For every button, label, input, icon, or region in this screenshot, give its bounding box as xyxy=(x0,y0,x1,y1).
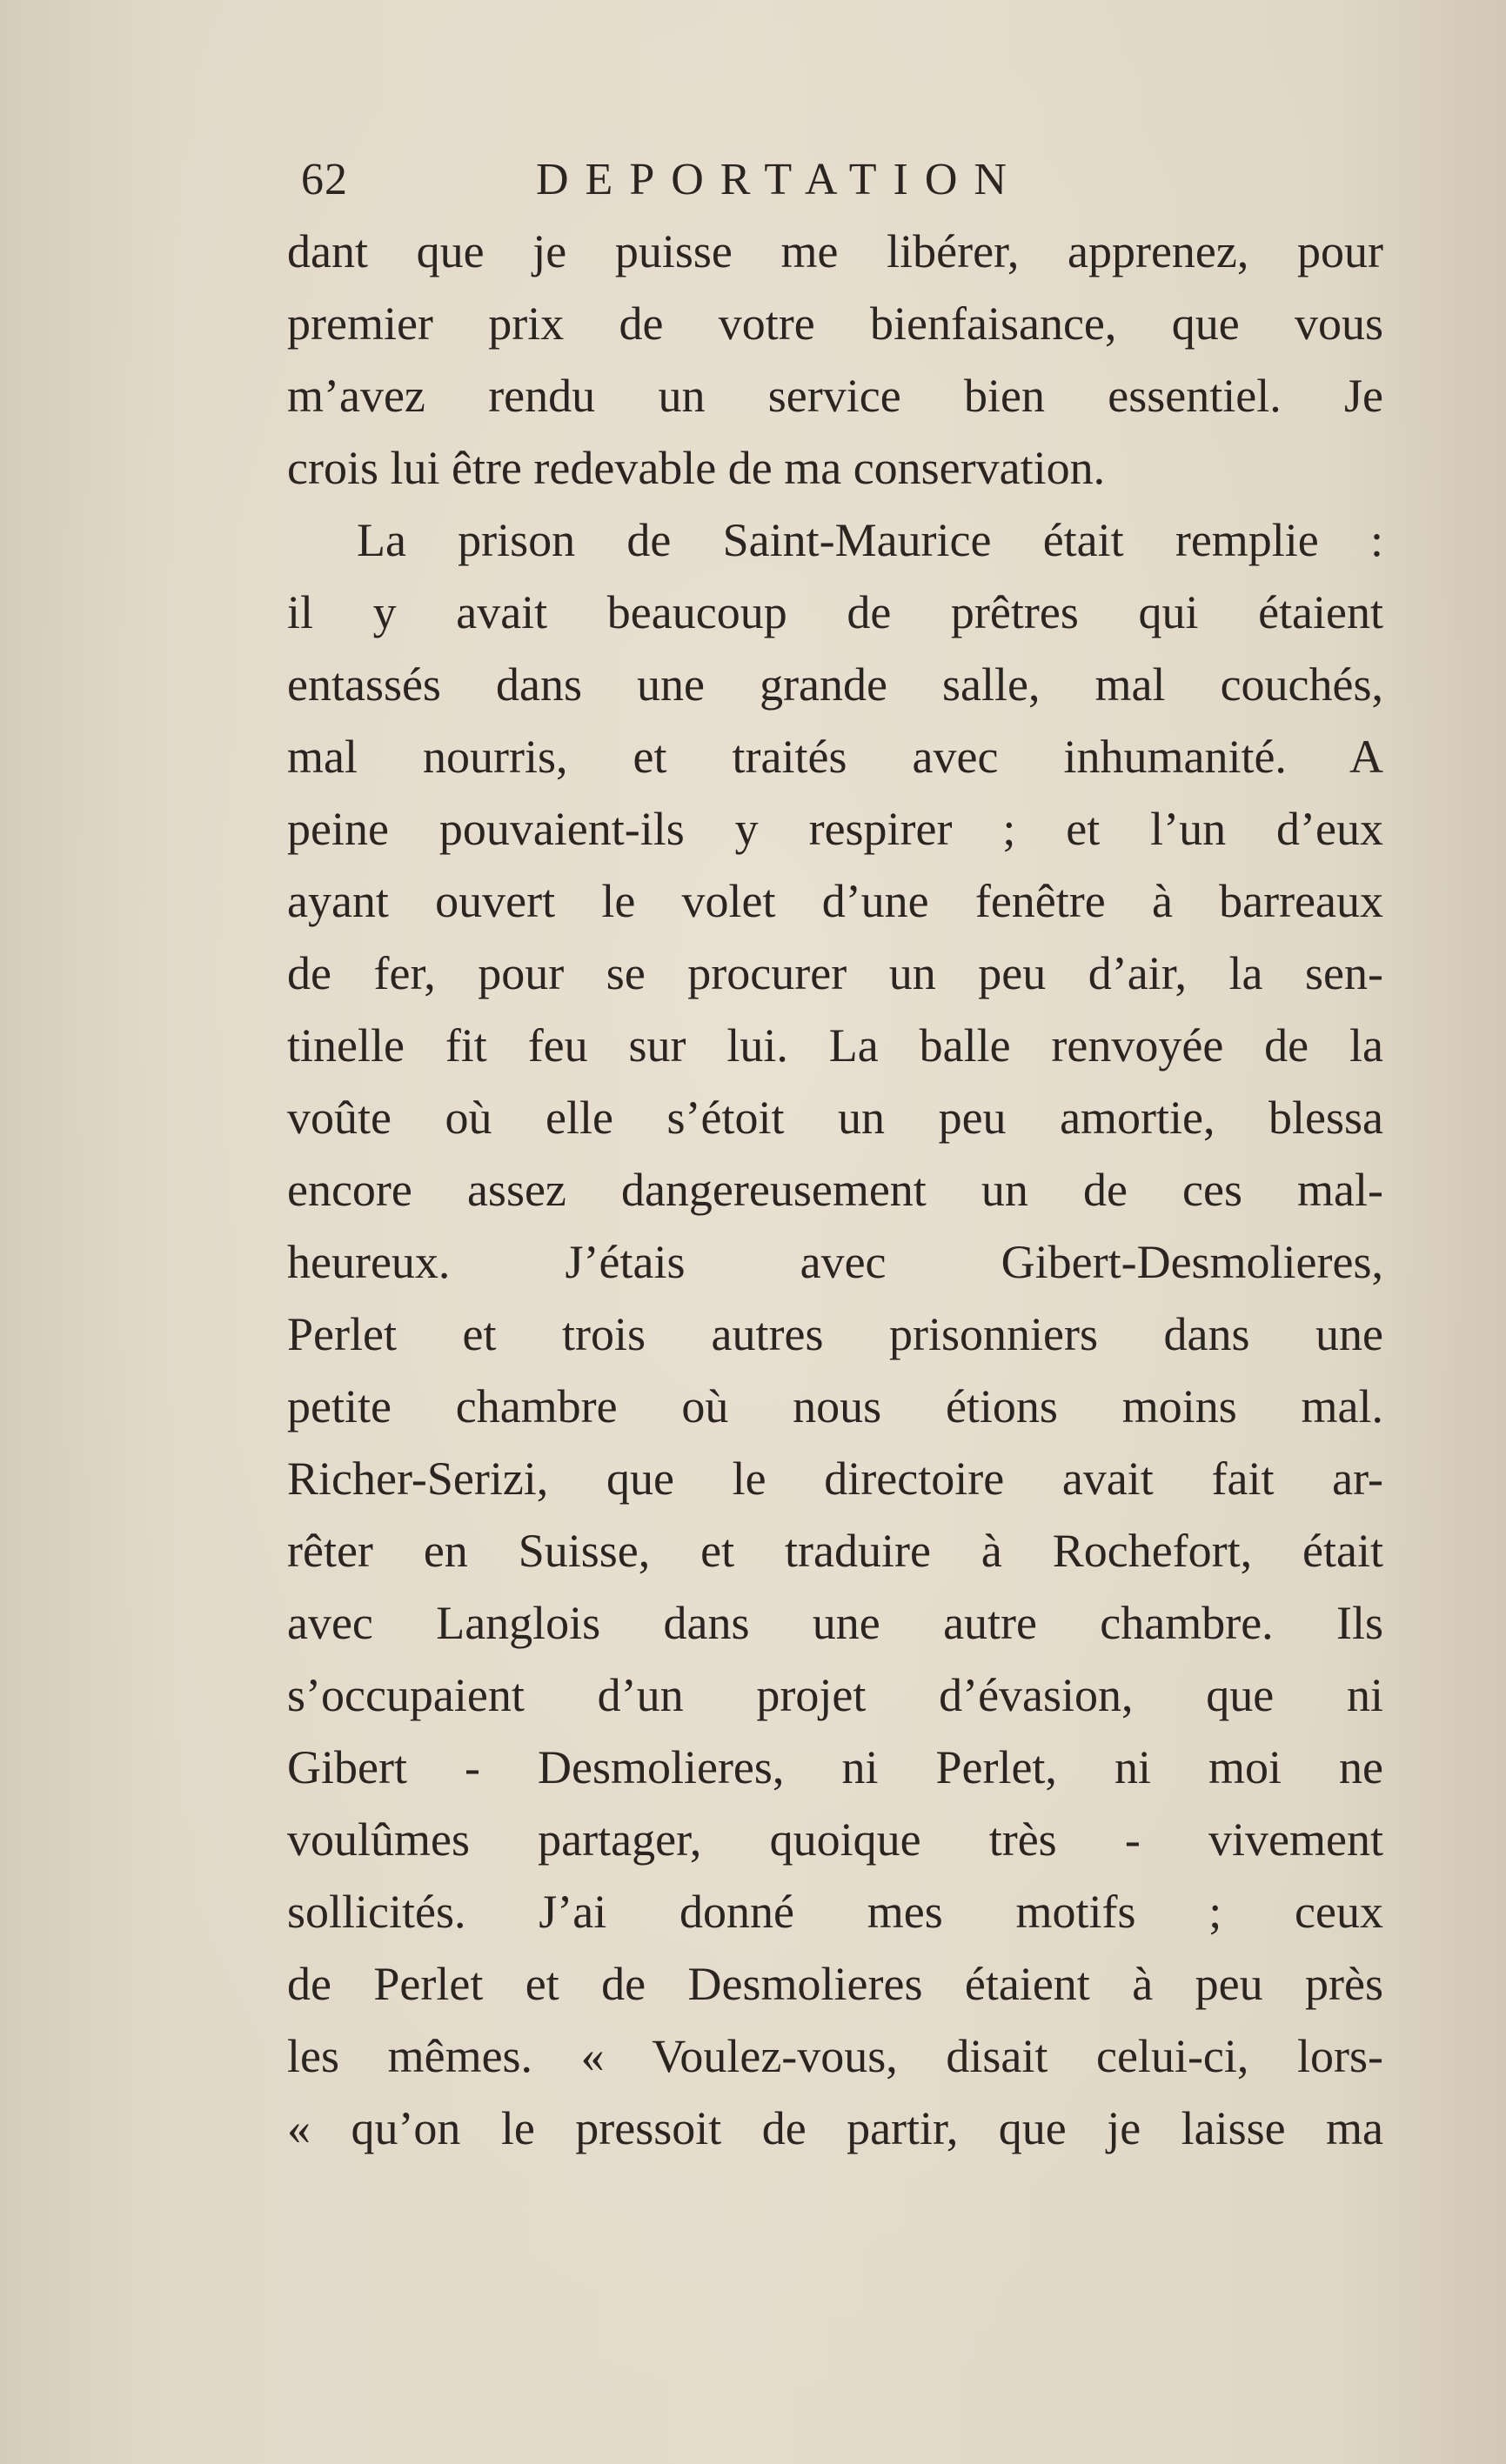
text-line: petite chambre où nous étions moins mal. xyxy=(287,1380,1383,1432)
text-line: Gibert - Desmolieres, ni Perlet, ni moi ne xyxy=(287,1741,1383,1793)
text-line: ayant ouvert le volet d’une fenêtre à barreaux xyxy=(287,875,1383,927)
text-line: mal nourris, et traités avec inhumanité. A xyxy=(287,731,1383,783)
text-line: peine pouvaient-ils y respirer ; et l’un d’eux xyxy=(287,803,1383,855)
text-line: sollicités. J’ai donné mes motifs ; ceux xyxy=(287,1886,1383,1938)
text-line: voulûmes partager, quoique très - vivement xyxy=(287,1813,1383,1866)
text-line: m’avez rendu un service bien essentiel. Je xyxy=(287,370,1383,422)
text-line: premier prix de votre bienfaisance, que vous xyxy=(287,297,1383,350)
text-line: de fer, pour se procurer un peu d’air, la sen- xyxy=(287,947,1383,999)
text-line: Perlet et trois autres prisonniers dans une xyxy=(287,1308,1383,1360)
body-text xyxy=(287,216,1383,2165)
page-number: 62 xyxy=(301,155,348,204)
text-line: crois lui être redevable de ma conservation. xyxy=(287,442,1106,494)
text-line: s’occupaient d’un projet d’évasion, que ni xyxy=(287,1669,1383,1721)
page-header xyxy=(301,150,1171,210)
text-line: heureux. J’étais avec Gibert-Desmolieres, xyxy=(287,1236,1383,1288)
text-line: rêter en Suisse, et traduire à Rochefort, était xyxy=(287,1525,1383,1577)
text-line: de Perlet et de Desmolieres étaient à peu près xyxy=(287,1958,1383,2010)
text-line: dant que je puisse me libérer, apprenez, pour xyxy=(287,225,1383,277)
paragraph-first-line: La prison de Saint-Maurice était remplie : xyxy=(357,514,1383,566)
text-line: il y avait beaucoup de prêtres qui étaient xyxy=(287,586,1383,638)
text-line: Richer-Serizi, que le directoire avait fait ar- xyxy=(287,1452,1383,1505)
text-line: entassés dans une grande salle, mal couchés, xyxy=(287,658,1383,711)
text-line: les mêmes. « Voulez-vous, disait celui-ci, lors- xyxy=(287,2030,1383,2082)
text-line: encore assez dangereusement un de ces mal- xyxy=(287,1164,1383,1216)
text-line: voûte où elle s’étoit un peu amortie, blessa xyxy=(287,1092,1383,1144)
text-line: « qu’on le pressoit de partir, que je laisse ma xyxy=(287,2102,1383,2154)
text-line: avec Langlois dans une autre chambre. Ils xyxy=(287,1597,1383,1649)
text-line: tinelle fit feu sur lui. La balle renvoyée de la xyxy=(287,1019,1383,1072)
running-title: DEPORTATION xyxy=(536,155,1023,204)
